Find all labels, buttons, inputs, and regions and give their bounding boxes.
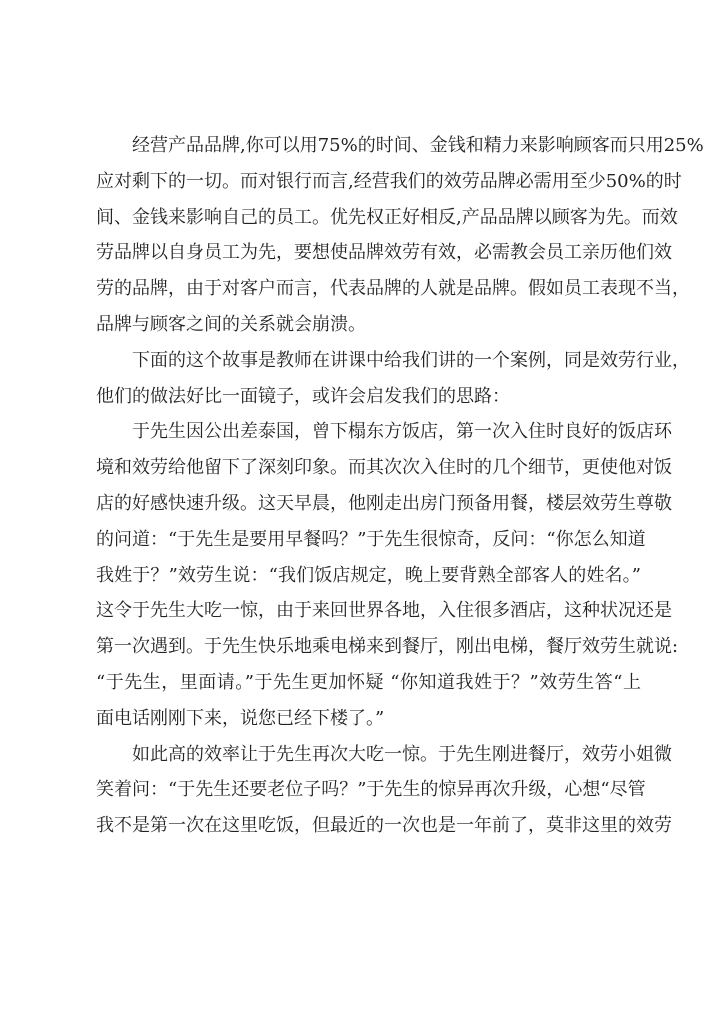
text-line: 我姓于？”效劳生说：“我们饭店规定，晚上要背熟全部客人的姓名。”: [96, 564, 641, 586]
text-line: 店的好感快速升级。这天早晨，他刚走出房门预备用餐，楼层效劳生尊敬: [96, 492, 672, 514]
text-line: 经营产品品牌,你可以用75%的时间、金钱和精力来影响顾客而只用25%: [132, 135, 704, 156]
text-line: 面电话刚刚下来，说您已经下楼了。”: [96, 707, 385, 729]
paragraph-hotel-story: [96, 414, 679, 736]
text-line: 我不是第一次在这里吃饭，但最近的一次也是一年前了，莫非这里的效劳: [96, 815, 672, 837]
text-line: 劳的品牌，由于对客户而言，代表品牌的人就是品牌。假如员工表现不当，: [96, 278, 690, 300]
text-line: 下面的这个故事是教师在讲课中给我们讲的一个案例，同是效劳行业，: [132, 349, 690, 371]
text-line: 劳品牌以自身员工为先，要想使品牌效劳有效，必需教会员工亲历他们效: [96, 242, 672, 264]
text-line: 如此高的效率让于先生再次大吃一惊。于先生刚进餐厅，效劳小姐微: [132, 743, 672, 765]
text-line: 境和效劳给他留下了深刻印象。而其次次入住时的几个细节，更使他对饭: [96, 457, 672, 479]
text-line: 应对剩下的一切。而对银行而言,经营我们的效劳品牌必需用至少50%的时: [96, 170, 682, 192]
paragraph-story-intro: [96, 343, 690, 415]
text-line: 的问道：“于先生是要用早餐吗？”于先生很惊奇，反问：“你怎么知道: [96, 528, 646, 550]
text-line: 间、金钱来影响自己的员工。优先权正好相反,产品品牌以顾客为先。而效: [96, 206, 678, 228]
text-line: 品牌与顾客之间的关系就会崩溃。: [96, 313, 366, 335]
document-body: [96, 128, 704, 844]
text-line: 第一次遇到。于先生快乐地乘电梯来到餐厅，刚出电梯，餐厅效劳生就说:: [96, 636, 679, 658]
text-line: “于先生，里面请。”于先生更加怀疑 “你知道我姓于？”效劳生答“上: [96, 671, 641, 693]
text-line: 他们的做法好比一面镜子，或许会启发我们的思路：: [96, 385, 510, 407]
paragraph-restaurant: [96, 737, 672, 844]
text-line: 笑着问：“于先生还要老位子吗？”于先生的惊异再次升级，心想“尽管: [96, 779, 646, 801]
text-line: 这令于先生大吃一惊，由于来回世界各地，入住很多酒店，这种状况还是: [96, 600, 672, 622]
paragraph-brand-management: [96, 128, 704, 343]
text-line: 于先生因公出差泰国，曾下榻东方饭店，第一次入住时良好的饭店环: [132, 421, 672, 443]
